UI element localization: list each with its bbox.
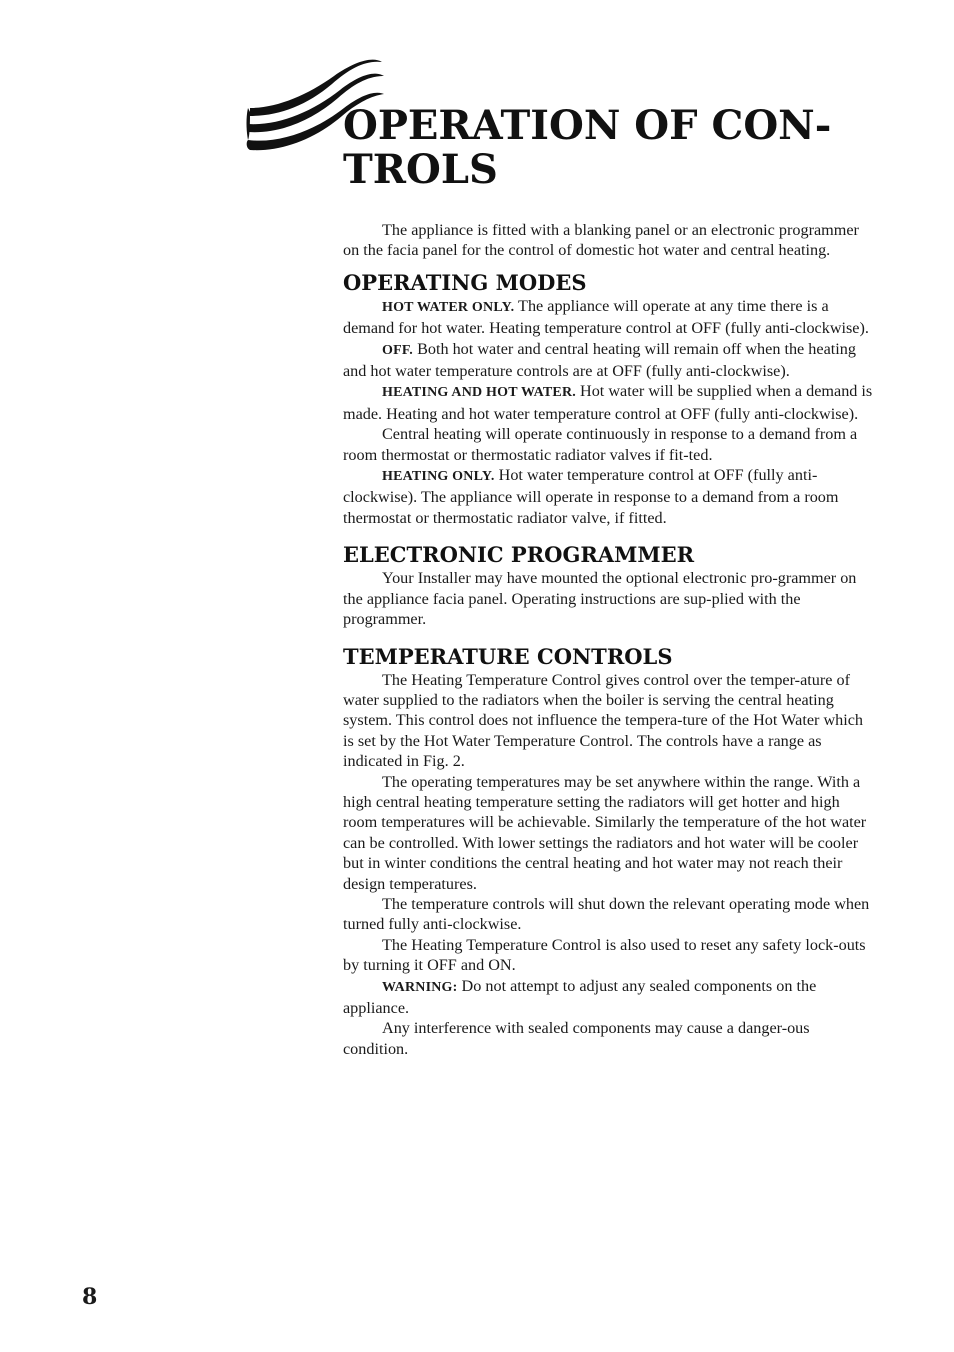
- operating-modes-heading: OPERATING MODES: [343, 269, 587, 295]
- warning-paragraph: [343, 976, 877, 1019]
- temperature-controls-heading: TEMPERATURE CONTROLS: [343, 643, 673, 669]
- temperature-controls-paragraph-3: The temperature controls will shut down the relevant operating mode when turned fully anti-clockwise.: [343, 894, 870, 934]
- warning-text: Do not attempt to adjust any sealed components on the appliance.: [343, 976, 817, 1017]
- hot-water-only-label: HOT WATER ONLY.: [382, 299, 515, 315]
- page-number: 8: [82, 1284, 98, 1310]
- heating-only-text: Hot water temperature control at OFF (fully anti-clockwise). The appliance will operate in response to a demand from a room thermostat or thermostatic radiator valve, if fitted.: [343, 466, 839, 527]
- heating-only-label: HEATING ONLY.: [382, 469, 495, 485]
- heating-only-paragraph: [343, 465, 877, 528]
- heating-and-hot-water-label: HEATING AND HOT WATER.: [382, 385, 576, 401]
- electronic-programmer-heading: ELECTRONIC PROGRAMMER: [343, 542, 695, 568]
- page-title-line-2: TROLS: [343, 146, 498, 193]
- off-paragraph: [343, 339, 877, 382]
- heating-and-hot-water-paragraph: [343, 381, 877, 424]
- hot-water-only-paragraph: [343, 296, 877, 339]
- page-title-line-1: OPERATION OF CON-: [343, 102, 832, 149]
- warning-label: WARNING:: [382, 979, 458, 995]
- temperature-controls-paragraph-1: The Heating Temperature Control gives control over the temper-ature of water supplied to the radiators when the boiler is serving the central heating system. This control does not influence the tempera-ture of the Hot Water which is set by the Hot Water Temperature Control. The controls have a range as indicated in Fig. 2.: [343, 670, 863, 771]
- central-heating-note: Central heating will operate continuously in response to a demand from a room thermostat or thermostatic radiator valves if fit-ted.: [343, 425, 858, 464]
- hot-water-only-text: The appliance will operate at any time there is a demand for hot water. Heating temperature control at OFF (fully anti-clockwise).: [343, 296, 869, 338]
- temperature-controls-paragraph-5: Any interference with sealed components may cause a danger-ous condition.: [343, 1019, 810, 1058]
- off-text: Both hot water and central heating will remain off when the heating and hot water temperature controls are at OFF (fully anti-clockwise).: [343, 339, 856, 381]
- electronic-programmer-paragraph: Your Installer may have mounted the optional electronic pro-grammer on the appliance facia panel. Operating instructions are sup-plied with the programmer.: [343, 569, 857, 629]
- heating-and-hot-water-text: Hot water will be supplied when a demand is made. Heating and hot water temperature control at OFF (fully anti-clockwise).: [343, 382, 873, 423]
- off-label: OFF.: [382, 342, 414, 358]
- temperature-controls-paragraph-2: The operating temperatures may be set anywhere within the range. With a high central heating temperature setting the radiators will get hotter and high room temperatures will be achievable. Similarly the temperature of the hot water can be controlled. With lower settings the radiators and hot water will be cooler but in winter conditions the central heating and hot water may not reach their design temperatures.: [343, 772, 867, 893]
- main-content: [343, 220, 877, 1059]
- intro-paragraph: The appliance is fitted with a blanking panel or an electronic programmer on the facia panel for the control of domestic hot water and central heating.: [343, 221, 859, 260]
- temperature-controls-paragraph-4: The Heating Temperature Control is also used to reset any safety lock-outs by turning it OFF and ON.: [343, 935, 866, 975]
- page-title: [343, 104, 863, 192]
